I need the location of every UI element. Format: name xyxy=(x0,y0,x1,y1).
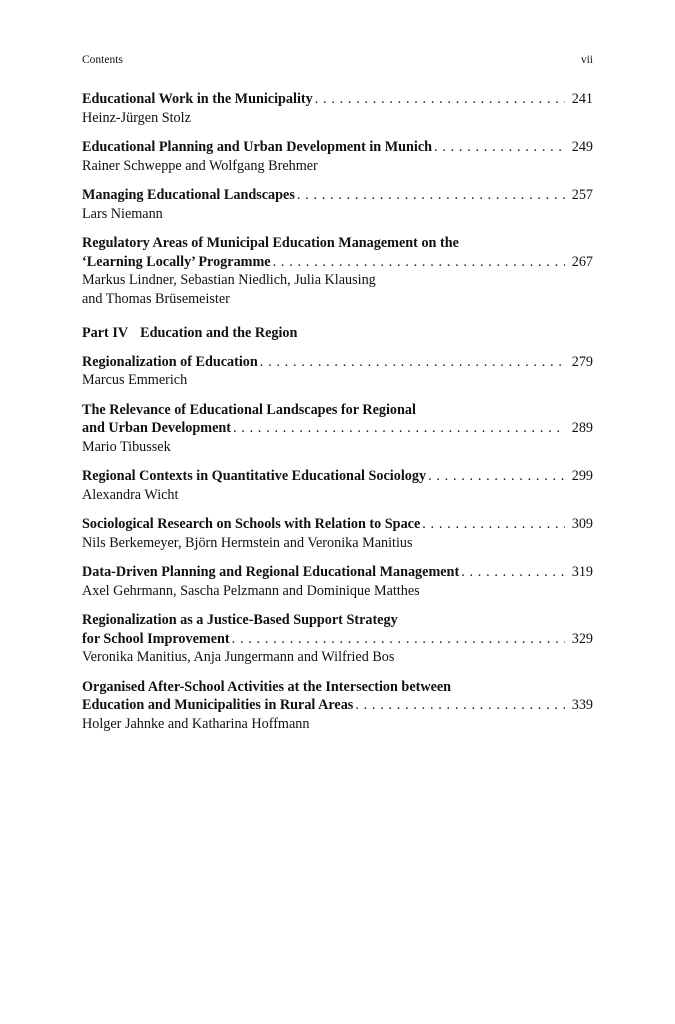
toc-entry-title-line xyxy=(82,186,593,205)
toc-entry-page: 267 xyxy=(571,253,593,270)
part-heading xyxy=(82,324,593,343)
toc-entry-title-line xyxy=(82,253,593,272)
leader-dots xyxy=(434,138,565,157)
toc-entry-title: Regulatory Areas of Municipal Education Management on the xyxy=(82,235,459,251)
leader-dots xyxy=(297,186,565,205)
toc-entry-title: Educational Planning and Urban Development in Munich xyxy=(82,139,433,155)
toc-entry[interactable] xyxy=(82,515,593,552)
toc-entry[interactable] xyxy=(82,467,593,504)
toc-entry-title: The Relevance of Educational Landscapes for Regional xyxy=(82,401,416,418)
toc-entry-page: 319 xyxy=(571,564,593,580)
toc-entry-title-line xyxy=(82,401,593,420)
leader-dots xyxy=(428,467,565,486)
toc-entry-page: 257 xyxy=(571,187,593,203)
toc-entry-title-line xyxy=(82,678,593,697)
toc-entry-page: 299 xyxy=(571,468,593,484)
toc-entry-authors: Veronika Manitius, Anja Jungermann and Wilfried Bos xyxy=(82,649,395,665)
toc-entry[interactable] xyxy=(82,234,593,308)
toc-entry-page: 339 xyxy=(571,697,593,713)
toc-entry-authors: Markus Lindner, Sebastian Niedlich, Julia Klausing xyxy=(82,272,376,288)
toc-entry-page: 241 xyxy=(571,91,593,107)
toc-entry-title-line xyxy=(82,696,593,715)
toc-entry-title: Educational Work in the Municipality xyxy=(82,91,313,107)
toc-entry-title-line xyxy=(82,611,593,630)
toc-entry[interactable] xyxy=(82,353,593,390)
toc-entry-title: ‘Learning Locally’ Programme xyxy=(82,253,271,270)
toc-entry[interactable] xyxy=(82,678,593,734)
toc-entry-authors: Holger Jahnke and Katharina Hoffmann xyxy=(82,715,310,732)
toc-entry-title: Managing Educational Landscapes xyxy=(82,187,295,203)
toc-entry-title-line xyxy=(82,563,593,582)
toc-entry-authors: Heinz-Jürgen Stolz xyxy=(82,109,191,126)
toc-entry-title: Sociological Research on Schools with Relation to Space xyxy=(82,516,421,532)
toc-entry[interactable] xyxy=(82,138,593,175)
leader-dots xyxy=(422,515,565,534)
toc-entry-title-line xyxy=(82,467,593,486)
toc-entry-title: Organised After-School Activities at the Intersection between xyxy=(82,678,452,695)
running-head-left: Contents xyxy=(82,54,123,66)
toc-entry[interactable] xyxy=(82,563,593,600)
part-number: Part IV xyxy=(82,325,129,341)
part-title: Education and the Region xyxy=(140,325,298,341)
toc-entry-page: 249 xyxy=(571,139,593,155)
table-of-contents xyxy=(82,90,593,744)
toc-entry-title-line xyxy=(82,419,593,438)
leader-dots xyxy=(461,563,565,582)
toc-entry-authors: Nils Berkemeyer, Björn Hermstein and Veronika Manitius xyxy=(82,534,413,551)
toc-entry[interactable] xyxy=(82,611,593,667)
toc-entry-title-line xyxy=(82,515,593,534)
toc-entry-title-line xyxy=(82,234,593,253)
toc-entry-authors: Marcus Emmerich xyxy=(82,372,188,388)
toc-entry-authors: Mario Tibussek xyxy=(82,438,171,455)
toc-entry-title: Regional Contexts in Quantitative Educational Sociology xyxy=(82,468,427,484)
leader-dots xyxy=(273,253,565,272)
toc-entry-title-line xyxy=(82,630,593,649)
toc-entry-title: Regionalization of Education xyxy=(82,353,258,370)
toc-entry-title: Regionalization as a Justice-Based Support Strategy xyxy=(82,612,398,628)
toc-entry-title: Data-Driven Planning and Regional Educational Management xyxy=(82,564,460,580)
leader-dots xyxy=(260,353,565,372)
leader-dots xyxy=(232,630,565,649)
leader-dots xyxy=(315,90,565,109)
toc-entry-title-line xyxy=(82,138,593,157)
toc-entry-authors: Axel Gehrmann, Sascha Pelzmann and Dominique Matthes xyxy=(82,582,420,599)
toc-entry-page: 279 xyxy=(571,353,593,370)
leader-dots xyxy=(233,419,565,438)
toc-entry[interactable] xyxy=(82,401,593,457)
toc-entry-page: 289 xyxy=(571,420,593,436)
toc-entry-page: 329 xyxy=(571,630,593,647)
toc-entry-authors: Rainer Schweppe and Wolfgang Brehmer xyxy=(82,157,318,174)
toc-entry-title: Education and Municipalities in Rural Areas xyxy=(82,697,354,713)
running-head xyxy=(82,53,593,67)
toc-entry-authors: and Thomas Brüsemeister xyxy=(82,290,230,307)
toc-entry[interactable] xyxy=(82,186,593,223)
toc-group-part-iv xyxy=(82,353,593,734)
toc-entry-title: and Urban Development xyxy=(82,420,231,436)
toc-entry-authors: Lars Niemann xyxy=(82,205,163,222)
toc-entry-title-line xyxy=(82,90,593,109)
toc-entry[interactable] xyxy=(82,90,593,127)
toc-entry-authors: Alexandra Wicht xyxy=(82,486,179,503)
toc-entry-title: for School Improvement xyxy=(82,630,230,647)
toc-entry-title-line xyxy=(82,353,593,372)
toc-entry-page: 309 xyxy=(571,516,593,532)
page-number: vii xyxy=(580,54,593,66)
toc-group-part-iii xyxy=(82,90,593,308)
leader-dots xyxy=(355,696,565,715)
